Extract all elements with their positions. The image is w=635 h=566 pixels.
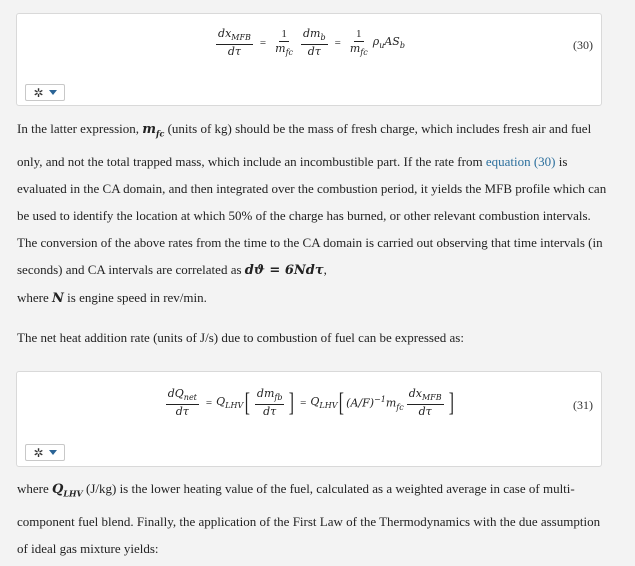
equation-31-box xyxy=(16,371,602,467)
math-n: N xyxy=(52,290,64,306)
equation-30-link[interactable]: equation (30) xyxy=(485,153,556,169)
eq30-lhs-fraction: $\frac{dx_{MFB}}{d\tau}$ xyxy=(218,27,251,58)
equation-30-number: (30) xyxy=(573,38,593,52)
equation-31: $\frac{dQ_{net}}{d\tau}$ = $Q_{LHV}$ [ $\frac{dm_{fb}}{d\tau}$ ] = $Q_{LHV}$ [ $(A/F)^{-1}m_{fc}$ $\frac{dx_{MFB}}{d\tau}$ ] xyxy=(167,387,454,418)
eq30-term2-fraction: $\frac{1}{m_{fc}}$ xyxy=(349,28,368,58)
math-mfc: $m_{fc}$ xyxy=(142,122,165,139)
paragraph-mass-fraction-burned: In the latter expression, $m_{fc}$ (units of kg) should be the mass of fresh charge, which includes fresh air and fuel only, and not the total trapped mass, which include an incombustible part. If the rate from equation (30) is evaluated in the CA domain, and then integrated over the combustion period, it yields the MFB profile which can be used to identify the location at which 50% of the charge has burned, or other relevant combustion intervals. The conversion of the above rates from the time to the CA domain is carried out observing that time intervals (in seconds) and CA intervals are correlated as dϑ = 6Ndτ, where N is engine speed in rev/min. xyxy=(17,121,607,306)
paragraph-lower-heating-value: where $Q_{LHV}$ (J/kg) is the lower heating value of the fuel, calculated as a weighted average in case of multi-component fuel blend. Finally, the application of the First Law of the Thermodynamics with the due assumption of ideal gas mixture yields: xyxy=(17,481,601,556)
math-qlhv: $Q_{LHV}$ xyxy=(52,482,83,499)
eq31-term-fraction: $\frac{dx_{MFB}}{d\tau}$ xyxy=(408,387,442,418)
equation-31-number: (31) xyxy=(573,398,593,412)
equation-31-menu-button[interactable] xyxy=(25,444,65,461)
eq30-term1b-fraction: $\frac{dm_b}{d\tau}$ xyxy=(303,27,326,58)
eq31-lhs-fraction: $\frac{dQ_{net}}{d\tau}$ xyxy=(167,387,197,418)
equation-30: $\frac{dx_{MFB}}{d\tau}$ = $\frac{1}{m_{fc}}$ $\frac{dm_b}{d\tau}$ = $\frac{1}{m_{fc}}$ $\rho_uAS_b$ xyxy=(218,27,405,58)
equation-30-menu-button[interactable] xyxy=(25,84,65,101)
chevron-down-icon xyxy=(49,90,57,95)
equation-30-box xyxy=(16,13,602,106)
eq30-term1-fraction: $\frac{1}{m_{fc}}$ xyxy=(275,28,294,58)
math-ca-relation: dϑ = 6Ndτ xyxy=(244,262,324,278)
paragraph-net-heat: The net heat addition rate (units of J/s) due to combustion of fuel can be expressed as: xyxy=(17,330,464,345)
gear-icon: ✲ xyxy=(33,85,44,100)
chevron-down-icon xyxy=(49,450,57,455)
gear-icon: ✲ xyxy=(33,445,44,460)
eq31-bracket-fraction: $\frac{dm_{fb}}{d\tau}$ xyxy=(256,387,283,418)
